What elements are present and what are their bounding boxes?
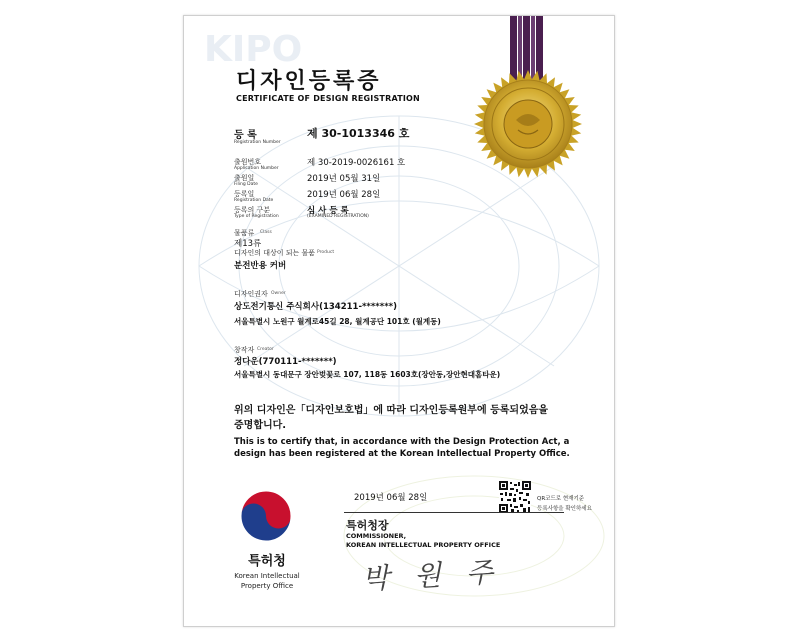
application-label: 출원번호 [234,158,262,166]
product-value: 분전반용 커버 [234,261,287,271]
office-name-en-line2: Property Office [240,582,294,590]
creator-name: 정다운(770111-*******) [234,357,337,367]
qr-caption-line1: QR코드로 현재기준 [537,496,585,502]
kipo-logo-icon [241,491,291,541]
issue-date: 2019년 06월 28일 [354,493,428,503]
certificate-page [183,15,615,627]
certificate-title: 디자인등록증 [236,69,382,94]
qr-caption-line2: 등록사항을 확인하세요 [537,506,592,512]
registration-number: 제 30-1013346 호 [307,127,410,140]
certificate-title-en: CERTIFICATE OF DESIGN REGISTRATION [236,94,420,103]
application-number: 제 30-2019-0026161 호 [307,158,406,168]
registration-label-en: Registration Number [234,140,281,145]
registration-type: 심 사 등 록 [307,206,349,216]
statement-ko-line2: 증명합니다. [234,420,287,431]
owner-name: 상도전기통신 주식회사(134211-*******) [234,302,397,312]
divider-line [344,512,564,513]
type-label-en: Type of Registration [234,214,279,219]
product-label: 디자인의 대상이 되는 물품 [234,249,316,257]
commissioner-title-en-line1: COMMISSIONER, [346,532,407,540]
office-name-ko: 특허청 [248,554,286,569]
type-label: 등록의 구분 [234,206,271,214]
watermark-text: KIPO [204,29,303,70]
application-label-en: Application Number [234,166,279,171]
registration-date-label-en: Registration Date [234,198,274,203]
commissioner-title-ko: 특허청장 [346,519,389,532]
owner-address: 서울특별시 노원구 월계로45길 28, 월계공단 101호 (월계동) [234,317,441,326]
class-label-en: Class [260,230,272,235]
gold-seal-icon [474,70,582,178]
statement-ko-line1: 위의 디자인은「디자인보호법」에 따라 디자인등록원부에 등록되었음을 [234,405,549,416]
registration-date: 2019년 06월 28일 [307,190,381,200]
creator-label-en: Creator [257,347,274,352]
qr-code-icon [499,481,531,513]
office-name-en-line1: Korean Intellectual [234,572,300,580]
owner-label-en: Owner [271,291,286,296]
registration-date-label: 등록일 [234,190,255,198]
commissioner-signature: 박 원 주 [361,555,502,596]
filing-label: 출원일 [234,174,255,182]
owner-label: 디자인권자 [234,290,268,298]
filing-date: 2019년 05월 31일 [307,174,381,184]
statement-en: This is to certify that, in accordance with the Design Protection Act, a design has been registered at the Korean Intellectual Property Office. [234,437,570,459]
commissioner-title-en-line2: KOREAN INTELLECTUAL PROPERTY OFFICE [346,541,501,549]
class-value: 제13류 [234,239,262,249]
registration-type-en: (EXAMINED REGISTRATION) [307,214,369,219]
filing-label-en: Filing Date [234,182,258,187]
registration-label: 등 록 [234,130,257,141]
creator-address: 서울특별시 동대문구 장안벚꽃로 107, 118동 1603호(장안동,장안현대홈타운) [234,370,501,379]
creator-label: 창작자 [234,346,255,354]
product-label-en: Product [317,250,335,255]
class-label: 물품류 [234,229,255,237]
